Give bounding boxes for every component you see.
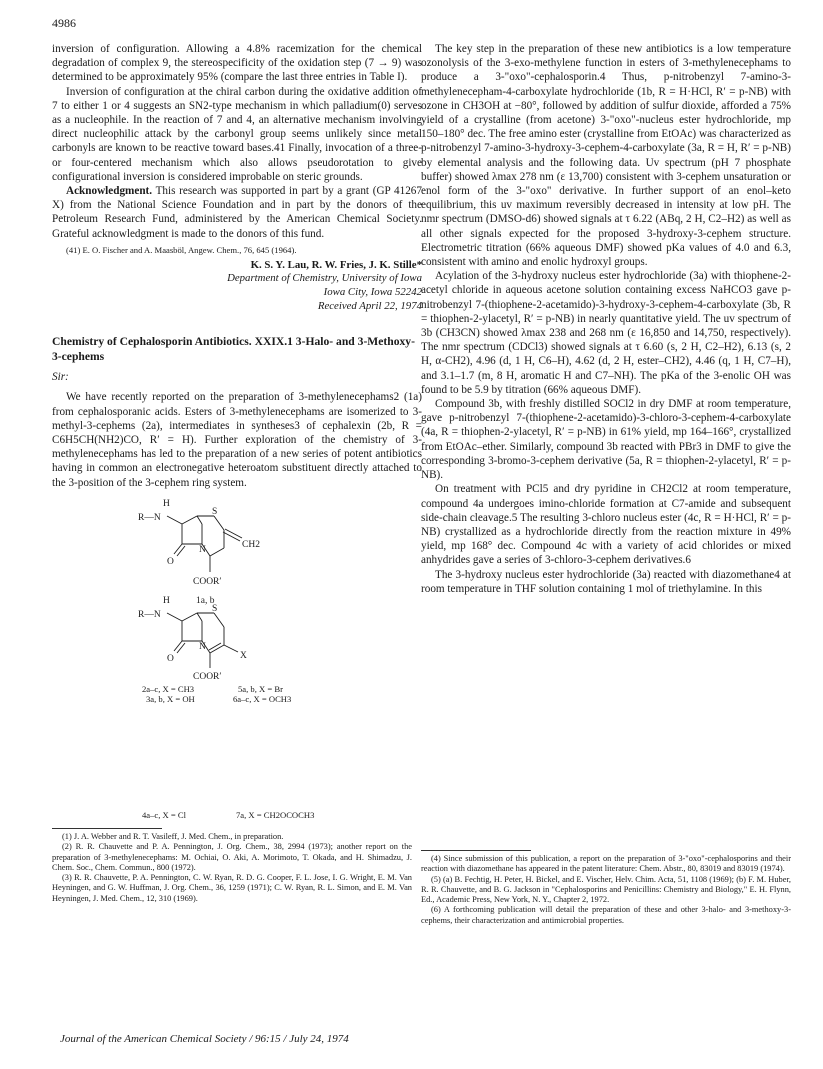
page-number: 4986: [52, 16, 76, 30]
footnote: (3) R. R. Chauvette, P. A. Pennington, C. W. Ryan, R. D. G. Cooper, F. L. Jose, I. G. Wright, E. M. Van Heyningen, and G. W. Huffman, J. Org. Chem., 36, 1259 (1971); C. W. Ryan, R. L. Simon, and E. M. Van Heyningen, J. Med. Chem., 12, 310 (1969).: [52, 873, 412, 903]
paragraph: Inversion of configuration at the chiral carbon during the oxidative addition of 7 to either 1 or 4 suggests an SN2-type mechanism in which palladium(0) serves as a nucleophile. In the reaction of 7 and 4, an alternative mechanism involving direct nucleophilic attack by the carbonyl group seems unlikely since metal carbonyls are known to be reactive toward bases.41 Finally, invocation of a three- or four-centered mechanism which also allows pseudorotation to give configurational inversion is considered improbable on steric grounds.: [52, 85, 422, 183]
compound-label: 4a–c, X = Cl: [142, 810, 186, 820]
author-list: K. S. Y. Lau, R. W. Fries, J. K. Stille*: [250, 259, 422, 272]
left-footnotes: [52, 832, 412, 904]
paragraph: The key step in the preparation of these new antibiotics is a low temperature ozonolysis of the 3-exo-methylene function in esters of 3-methylenecephams to produce a 3-"oxo"-cephalosporin.4 Thus, p-nitrobenzyl 7-amino-3-methylenecepham-4-carboxylate hydrochloride (1b, R = H·HCl, R′ = p-NB) with ozone in CH3OH at −80°, followed by addition of sulfur dioxide, afforded a 75% yield of a crystalline (from acetone) 3-"oxo"-nucleus ester hydrochloride, mp 150–180° dec. The free amino ester (crystalline from EtOAc) was characterized as p-nitrobenzyl 7-amino-3-hydroxy-3-cephem-4-carboxylate (3a, R = H, R′ = p-NB) by elemental analysis and the following data. Uv spectrum (pH 7 phosphate buffer) showed λmax 278 nm (ε 13,700) consistent with 3-cephem unsaturation or enol form of the 3-"oxo" derivative. In further support of an enol–keto equilibrium, this uv maximum reversibly decreased in intensity at low pH. The nmr spectrum (DMSO-d6) showed signals at τ 6.22 (ABq, 2 H, C2–H2) as well as all other signals expected for the proposed 3-hydroxy-3-cephem structure. Electrometric titration (66% aqueous DMF) showed pKa values of 4.0 and 6.3, consistent with amino and enolic hydroxyl groups.: [421, 43, 791, 269]
paragraph: Compound 3b, with freshly distilled SOCl2 in dry DMF at room temperature, gave p-nitrobenzyl 7-(thiophene-2-acetamido)-3-chloro-3-cephem-4-carboxylate (4a, R = thiophen-2-ylacetyl, R′ = p-NB) in 61% yield, mp 164–166°, crystallized from EtOAc–ether. Similarly, compound 3b reacted with PBr3 in DMF to give the corresponding 3-bromo-3-cephem derivative (5a, R = thiophen-2-ylacetyl, R′ = p-NB).: [421, 398, 791, 482]
paragraph: Acylation of the 3-hydroxy nucleus ester hydrochloride (3a) with thiophene-2-acetyl chloride in aqueous acetone solution containing excess NaHCO3 gave p-nitrobenzyl 7-(thiophene-2-acetamido)-3-hydroxy-3-cephem-4-carboxylate (3b, R = thiophen-2-ylacetyl, R′ = p-NB) in nearly quantitative yield. The uv spectrum of 3b (CH3CN) showed λmax 238 and 268 nm (ε 16,850 and 14,750, respectively). The nmr spectrum (CDCl3) showed signals at τ 6.60 (s, 2 H, C2–H2), 6.13 (s, 2 H, α-CH2), 4.96 (d, 1 H, C6–H), 4.62 (d, 2 H, ester–CH2), 4.46 (q, 1 H, C7–H), and 3.1–1.7 (m, 8 H, aromatic H and C7–NH). The pKa of the 3-enolic OH was found to be 5.9 by titration (66% aqueous DMF).: [421, 270, 791, 396]
reference: (41) E. O. Fischer and A. Maasböl, Angew. Chem., 76, 645 (1964).: [66, 244, 297, 255]
structure-text: O: [167, 556, 174, 567]
compound-label: 3a, b, X = OH: [146, 693, 195, 704]
structure-text: CH2: [242, 539, 260, 550]
structure-text: S: [212, 603, 218, 614]
footnote: (1) J. A. Webber and R. T. Vasileff, J. Med. Chem., in preparation.: [62, 832, 284, 841]
compound-label: 5a, b, X = Br: [238, 683, 283, 694]
footnote: (2) R. R. Chauvette and P. A. Pennington, J. Org. Chem., 38, 2994 (1973); another report on the preparation of 3-methylenecephams: M. Ochiai, O. Aki, A. Morimoto, T. Okada, and H. Shimadzu, J. Chem. Soc., Chem. Commun., 800 (1972).: [52, 842, 412, 872]
acknowledgment-text: This research was supported in part by a grant (GP 41267 X) from the National Science Foundation and in part by the donors of the Petroleum Research Fund, administered by the American Chemical Society. Grateful acknowledgment is made to the donors of this fund.: [52, 185, 422, 240]
paragraph: We have recently reported on the preparation of 3-methylenecephams2 (1a) from cephalosporanic acids. Esters of 3-methylenecephams are isomerized to 3-methyl-3-cephems (2a), intermediates in syntheses3 of cephalexin (2b, R = C6H5CH(NH2)CO, R′ = H). Further exploration of the chemistry of 3-methylenecephams has led to the preparation of a new series of potent antibiotics having in common an electronegative heteroatom substituent directly attached to the 3-position of the 3-cephem ring system.: [52, 391, 422, 489]
structure-text: R—N: [138, 512, 161, 523]
footnote: (6) A forthcoming publication will detail the preparation of these and other 3-halo- and 3-methoxy-3-cephems, their characterization and antimicrobial properties.: [421, 905, 791, 925]
acknowledgment-heading: Acknowledgment.: [66, 185, 153, 198]
chemical-structures: [52, 492, 422, 706]
acknowledgment: [52, 184, 422, 241]
footnote: (4) Since submission of this publication, a report on the preparation of 3-"oxo"-cephalosporins and their reaction with diazomethane has appeared in the patent literature: Chem. Abstr., 80, 83019 and 83019 (1974).: [421, 854, 791, 874]
salutation: Sir:: [52, 371, 69, 384]
structure-text: R—N: [138, 609, 161, 620]
structure-text: N: [199, 641, 206, 652]
compound-label-row: [52, 808, 422, 822]
structure-text: COOR′: [193, 576, 222, 587]
structure-text: H: [163, 498, 170, 509]
left-column: [52, 42, 422, 706]
compound-label: 7a, X = CH2OCOCH3: [236, 810, 315, 820]
footnote-rule: [421, 850, 531, 851]
structure-text: H: [163, 595, 170, 606]
compound-label: 2a–c, X = CH3: [142, 683, 195, 694]
footnote: (5) (a) B. Fechtig, H. Peter, H. Bickel, and E. Vischer, Helv. Chim. Acta, 51, 1108 (1969); (b) F. M. Huber, R. R. Chauvette, and B. G. Jackson in "Cephalosporins and Penicillins: Chemistry and Biology," E. H. Flynn, Ed., Academic Press, New York, N. Y., Chapter 2, 1972.: [421, 874, 791, 905]
compound-label: 6a–c, X = OCH3: [233, 693, 292, 704]
structure-label: 1a, b: [196, 595, 215, 606]
affiliation: Department of Chemistry, University of Iowa: [227, 272, 422, 285]
right-footnotes: [421, 854, 791, 926]
structure-text: O: [167, 653, 174, 664]
affiliation-address: Iowa City, Iowa 52242: [323, 286, 422, 299]
paragraph: inversion of configuration. Allowing a 4.8% racemization for the chemical degradation of complex 9, the stereospecificity of the oxidation step (7 → 9) was determined to be approximately 95% (compare the last three entries in Table I).: [52, 43, 422, 84]
paragraph: On treatment with PCl5 and dry pyridine in CH2Cl2 at room temperature, compound 4a undergoes imino-chloride formation at C7-amide and subsequent side-chain cleavage.5 The resulting 3-chloro nucleus ester (4c, R = H·HCl, R′ = p-NB) crystallized as a hydrochloride directly from the reaction mixture in 49% yield, mp 168° dec. Compound 4c with a variety of acid chlorides or mixed anhydrides gave a series of 3-chloro-3-cephem derivatives.6: [421, 483, 791, 567]
structure-figure: [52, 492, 422, 706]
received-date: Received April 22, 1974: [317, 299, 422, 312]
footnote-rule: [52, 828, 162, 829]
structure-text: S: [212, 506, 218, 517]
right-column: [421, 42, 791, 596]
structure-text: X: [240, 650, 247, 661]
structure-text: N: [199, 544, 206, 555]
journal-footer: Journal of the American Chemical Society / 96:15 / July 24, 1974: [60, 1033, 349, 1045]
structure-text: COOR′: [193, 671, 222, 682]
article-title: Chemistry of Cephalosporin Antibiotics. XXIX.1 3-Halo- and 3-Methoxy-3-cephems: [52, 335, 415, 363]
paragraph: The 3-hydroxy nucleus ester hydrochloride (3a) reacted with diazomethane4 at room temperature in THF solution containing 1 mol of triethylamine. In this: [421, 568, 791, 595]
